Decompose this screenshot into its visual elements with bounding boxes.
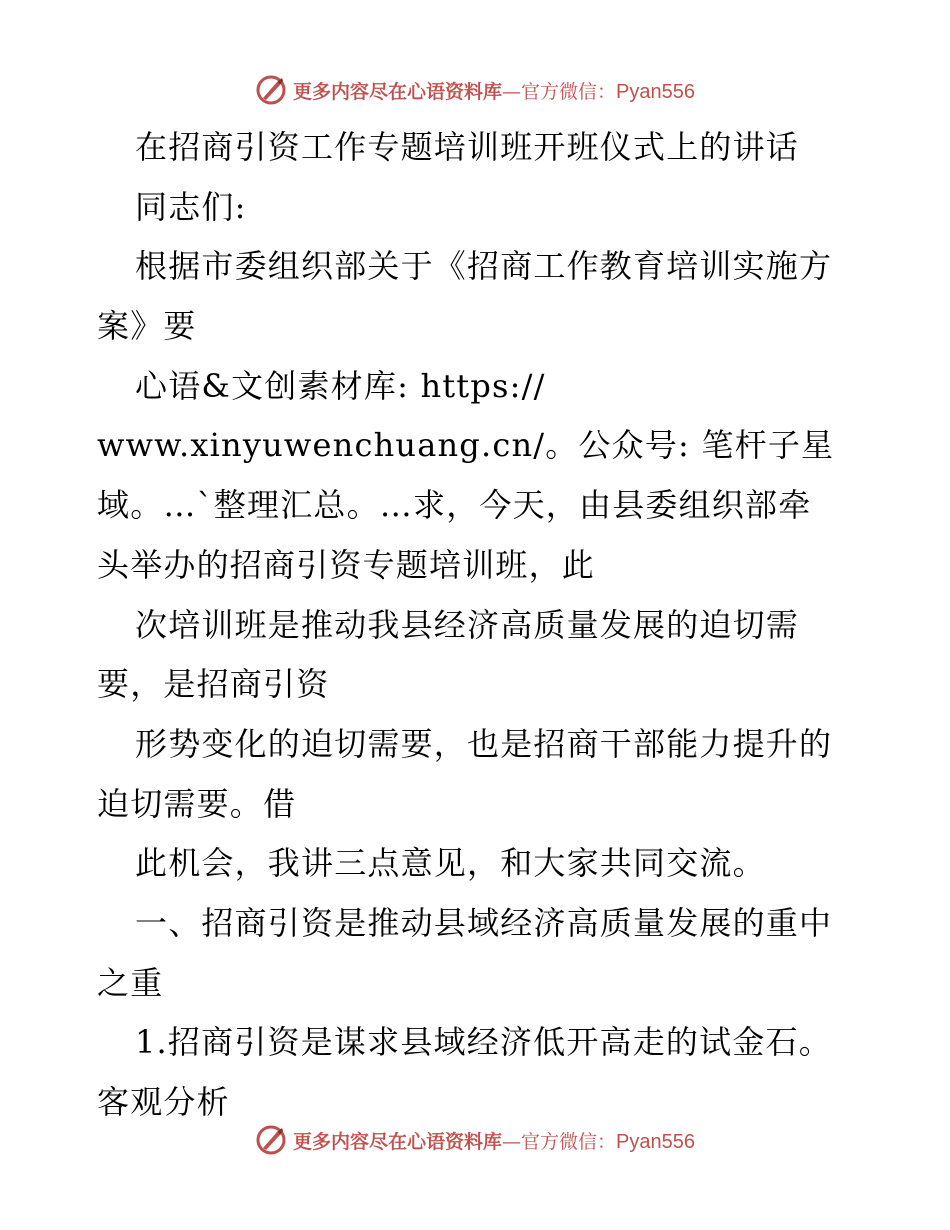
- wechat-label: 官方微信：: [521, 80, 617, 103]
- footer-watermark: [0, 1120, 950, 1160]
- document-title: 在招商引资工作专题培训班开班仪式上的讲话: [135, 128, 800, 166]
- paragraph-line: www.xinyuwenchuang.cn/。公众号: 笔杆子星: [97, 426, 835, 465]
- paragraph-line: 头举办的招商引资专题培训班，此: [97, 545, 596, 584]
- wechat-id: Pyan556: [616, 1130, 695, 1153]
- wechat-label: 官方微信：: [521, 1130, 617, 1153]
- paragraph-line: 心语&文创素材库: https://: [135, 366, 546, 405]
- watermark-text: 更多内容尽在心语资料库: [293, 80, 503, 103]
- watermark-separator: —: [502, 80, 522, 103]
- section-heading: 一、招商引资是推动县域经济高质量发展的重中: [135, 903, 833, 942]
- header-watermark: [0, 70, 950, 110]
- paragraph-line: 案》要: [97, 307, 197, 346]
- quill-logo-icon: [255, 1124, 287, 1156]
- paragraph-line: 形势变化的迫切需要，也是招商干部能力提升的: [135, 724, 833, 763]
- document-body: [97, 118, 857, 1133]
- paragraph-line: 迫切需要。借: [97, 784, 297, 823]
- paragraph-line: 要，是招商引资: [97, 665, 330, 704]
- salutation: 同志们:: [135, 187, 247, 226]
- watermark-separator: —: [502, 1130, 522, 1153]
- paragraph-line: 此机会，我讲三点意见，和大家共同交流。: [135, 844, 766, 883]
- wechat-id: Pyan556: [616, 80, 695, 103]
- paragraph-line: 客观分析: [97, 1083, 230, 1121]
- paragraph-line: 1.招商引资是谋求县域经济低开高走的试金石。: [135, 1023, 832, 1062]
- paragraph-line: 根据市委组织部关于《招商工作教育培训实施方: [135, 247, 833, 286]
- section-heading: 之重: [97, 963, 164, 1002]
- paragraph-line: 域。…`整理汇总。…求，今天，由县委组织部牵: [97, 486, 812, 525]
- quill-logo-icon: [255, 74, 287, 106]
- watermark-text: 更多内容尽在心语资料库: [293, 1130, 503, 1153]
- paragraph-line: 次培训班是推动我县经济高质量发展的迫切需: [135, 605, 800, 644]
